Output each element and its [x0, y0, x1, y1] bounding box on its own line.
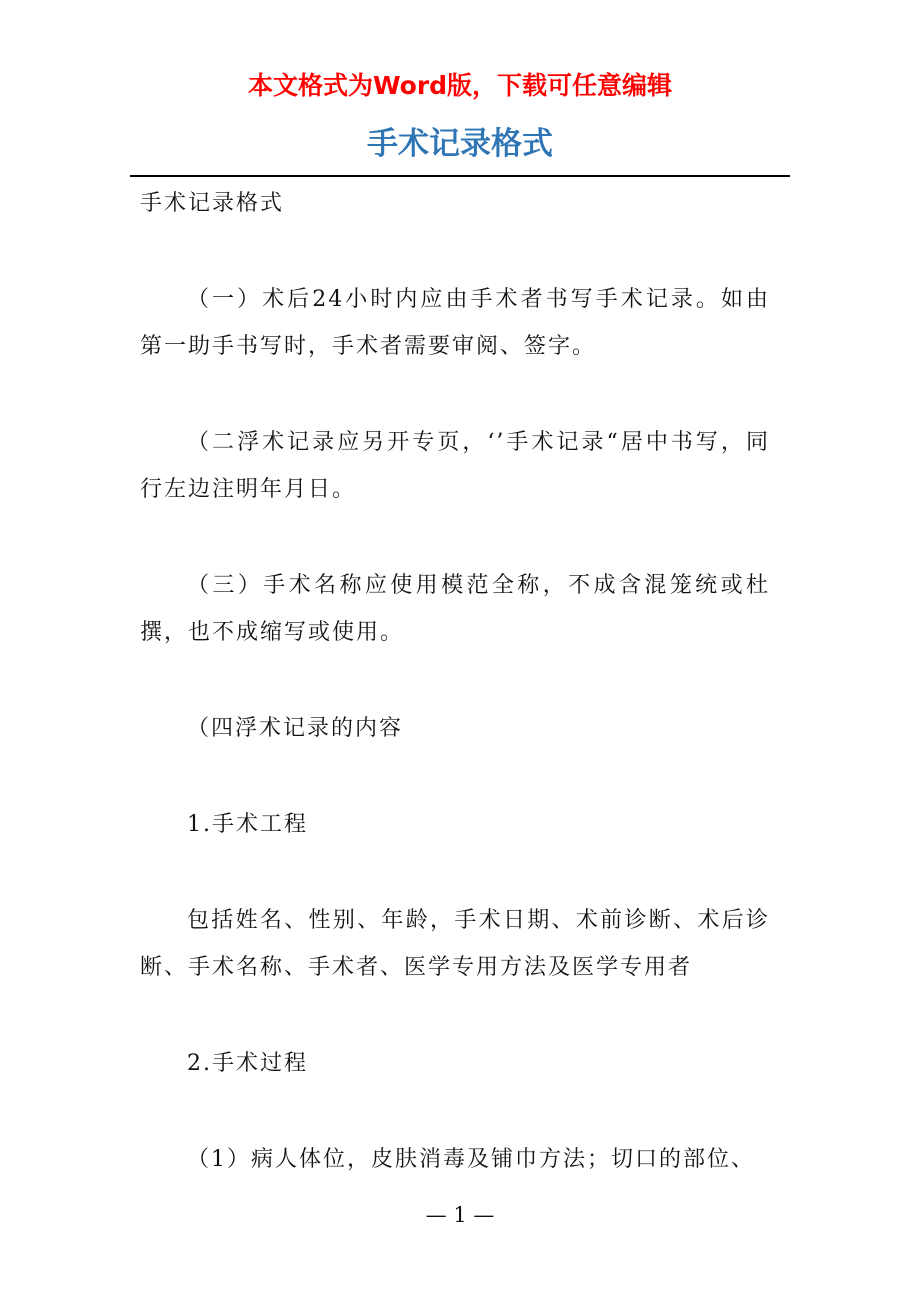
- paragraph-4: （四浮术记录的内容: [187, 716, 404, 741]
- document-body: [140, 180, 770, 1183]
- paragraph-6: （1）病人体位，皮肤消毒及铺巾方法；切口的部位、: [187, 1147, 755, 1172]
- section-heading-1: 1.手术工程: [187, 812, 308, 837]
- page-number: — 1 —: [425, 1203, 495, 1227]
- title-divider: [130, 175, 790, 177]
- download-banner: 本文格式为Word版，下载可任意编辑: [247, 71, 673, 100]
- paragraph-5: 包括姓名、性别、年龄，手术日期、术前诊断、术后诊断、手术名称、手术者、医学专用方法及医学专用者: [140, 908, 770, 980]
- paragraph-3: （三）手术名称应使用模范全称，不成含混笼统或杜撰，也不成缩写或使用。: [140, 573, 770, 645]
- body-heading: 手术记录格式: [140, 191, 285, 216]
- paragraph-1: （一）术后24小时内应由手术者书写手术记录。如由第一助手书写时，手术者需要审阅、签字。: [140, 287, 770, 359]
- document-title: 手术记录格式: [367, 126, 553, 162]
- section-heading-2: 2.手术过程: [187, 1051, 308, 1076]
- paragraph-2: （二浮术记录应另开专页，‘’手术记录“居中书写，同行左边注明年月日。: [140, 430, 770, 502]
